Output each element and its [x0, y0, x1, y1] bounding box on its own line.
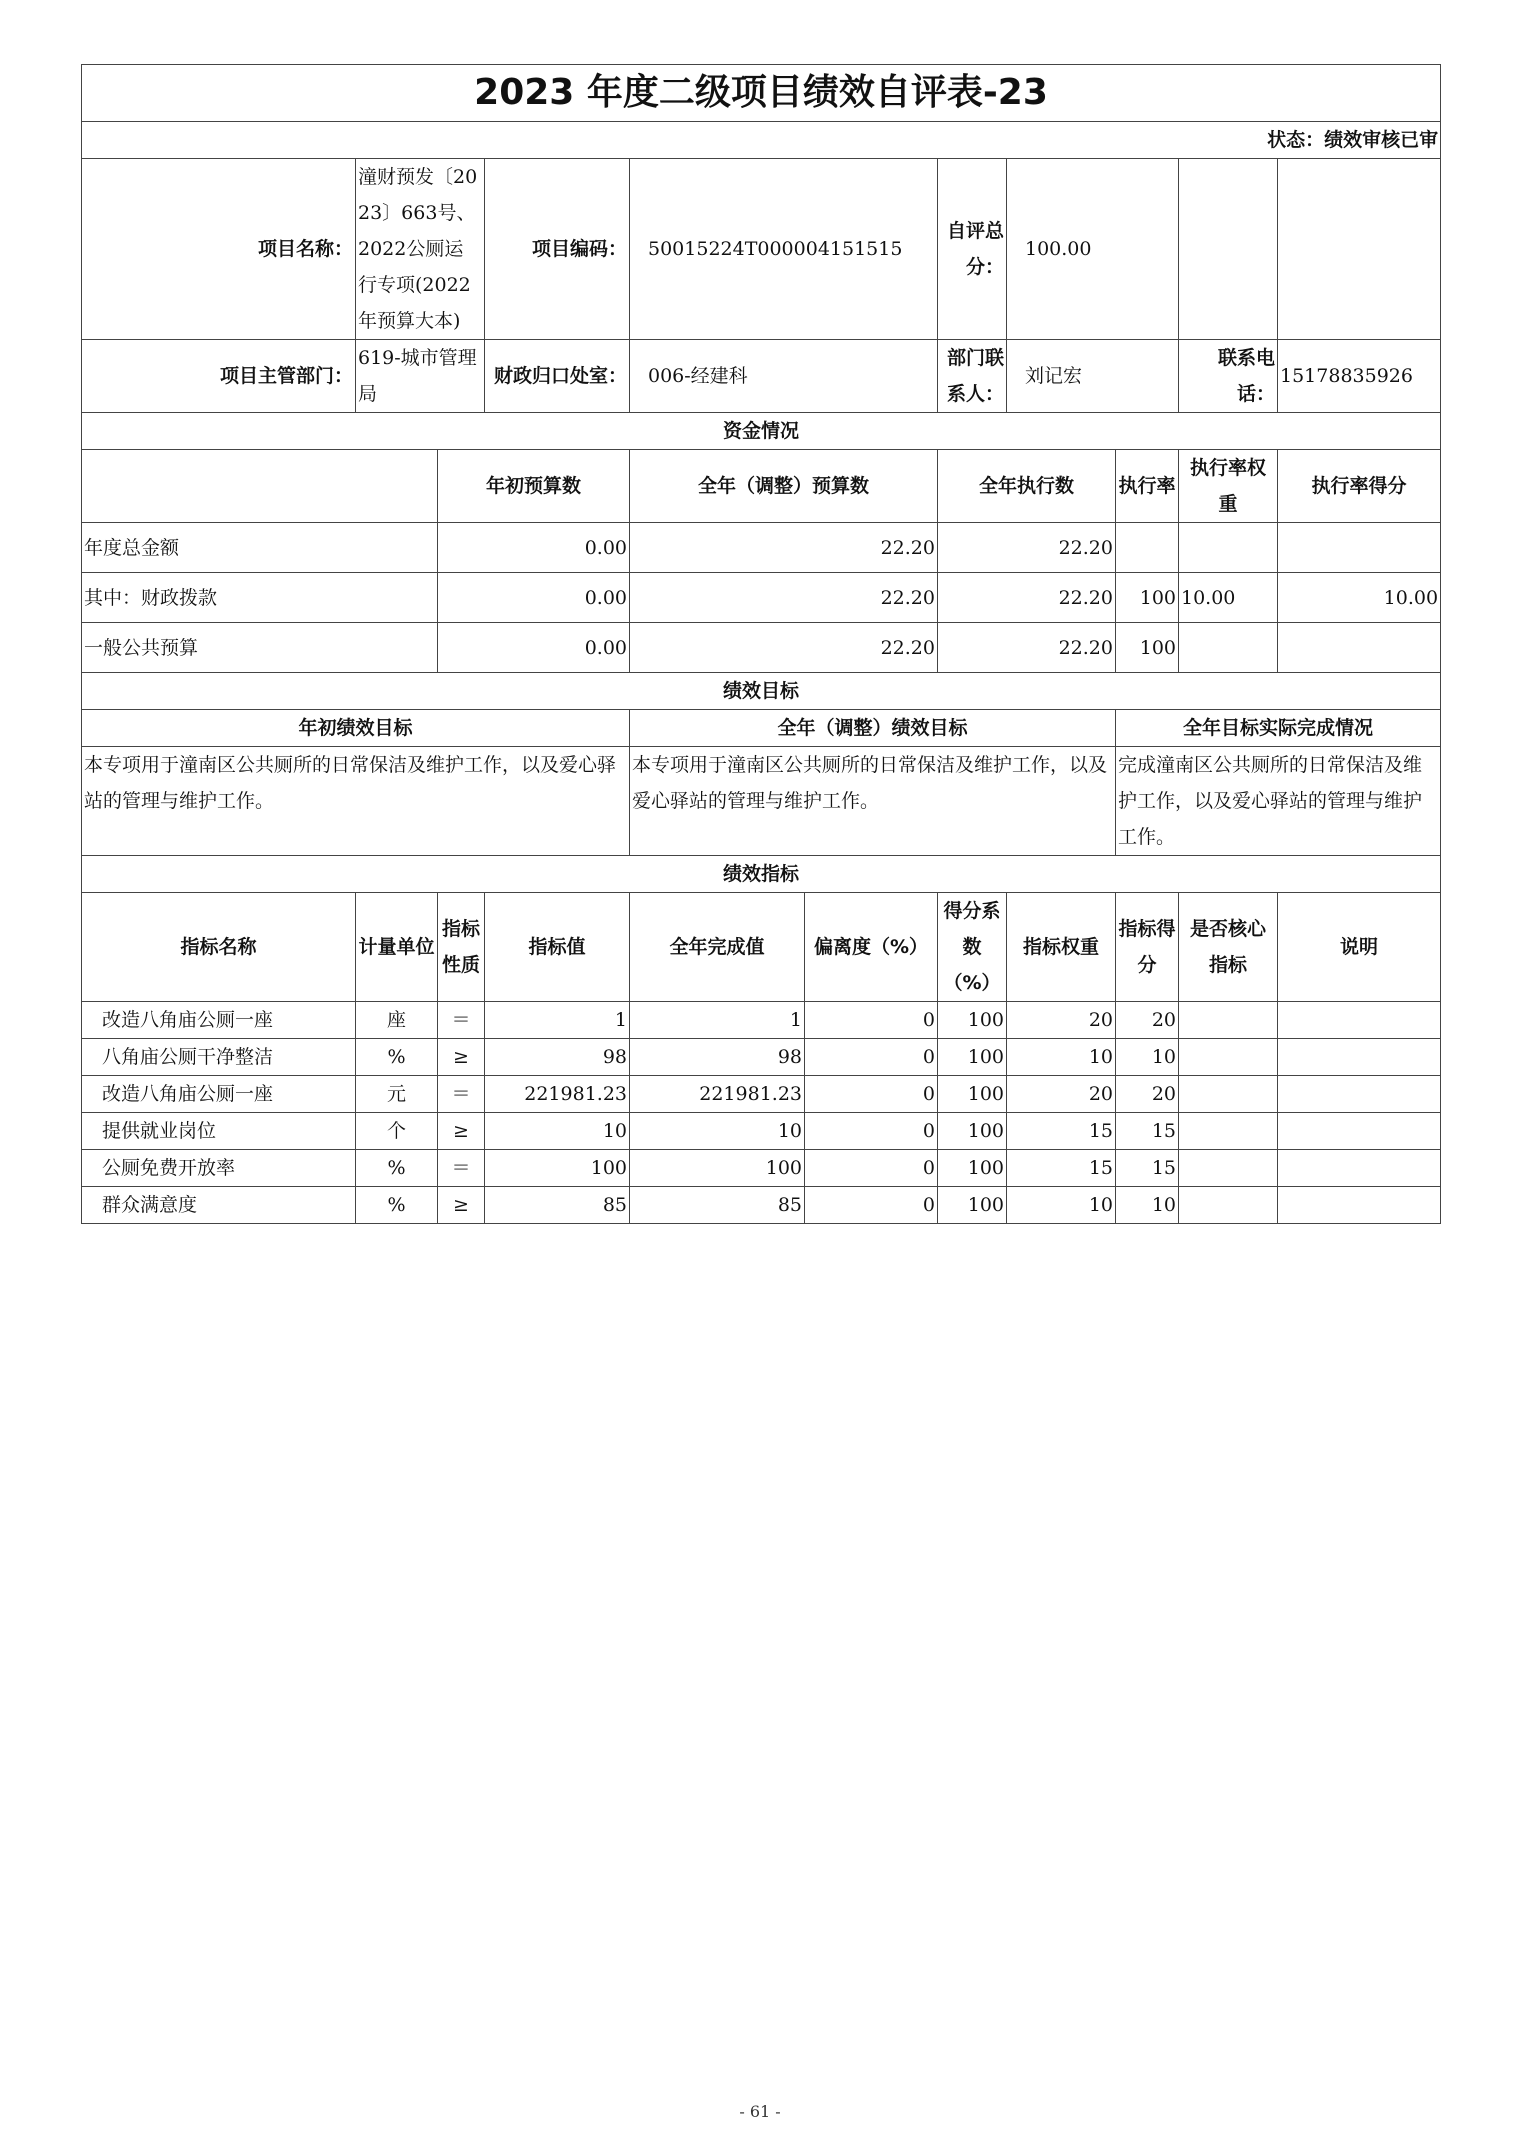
ind-target: 1: [485, 1002, 630, 1039]
ind-header-actual: 全年完成值: [630, 893, 805, 1002]
ind-header-score: 指标得分: [1116, 893, 1179, 1002]
indicators-section-title: 绩效指标: [82, 856, 1441, 893]
goals-header-initial: 年初绩效目标: [82, 710, 630, 747]
ind-unit: 个: [356, 1113, 438, 1150]
project-name-label: 项目名称：: [82, 159, 356, 340]
ind-deviation: 0: [805, 1150, 938, 1187]
ind-score: 15: [1116, 1113, 1179, 1150]
self-score: 100.00: [1007, 159, 1179, 340]
ind-header-weight: 指标权重: [1007, 893, 1116, 1002]
funds-initial: 0.00: [438, 523, 630, 573]
funds-initial: 0.00: [438, 573, 630, 623]
ind-unit: %: [356, 1150, 438, 1187]
funds-adjusted: 22.20: [630, 573, 938, 623]
funds-rate: 100: [1116, 623, 1179, 673]
contact-person: 刘记宏: [1007, 340, 1179, 413]
ind-actual: 85: [630, 1187, 805, 1224]
funds-adjusted: 22.20: [630, 623, 938, 673]
page-number: - 61 -: [739, 2102, 781, 2121]
ind-weight: 15: [1007, 1113, 1116, 1150]
ind-actual: 221981.23: [630, 1076, 805, 1113]
ind-note: [1278, 1002, 1441, 1039]
ind-actual: 98: [630, 1039, 805, 1076]
ind-coef: 100: [938, 1113, 1007, 1150]
ind-core: [1179, 1187, 1278, 1224]
ind-nature: ≥: [438, 1039, 485, 1076]
ind-name: 八角庙公厕干净整洁: [82, 1039, 356, 1076]
funds-header-score: 执行率得分: [1278, 450, 1441, 523]
ind-unit: 元: [356, 1076, 438, 1113]
ind-header-unit: 计量单位: [356, 893, 438, 1002]
goals-header-adjusted: 全年（调整）绩效目标: [630, 710, 1116, 747]
funds-score: [1278, 523, 1441, 573]
ind-header-deviation: 偏离度（%）: [805, 893, 938, 1002]
ind-deviation: 0: [805, 1187, 938, 1224]
ind-core: [1179, 1150, 1278, 1187]
indicator-row: [82, 1150, 1441, 1187]
ind-nature: ≥: [438, 1113, 485, 1150]
ind-nature: ≥: [438, 1187, 485, 1224]
funds-row: [82, 573, 1441, 623]
indicator-row: [82, 1076, 1441, 1113]
ind-target: 85: [485, 1187, 630, 1224]
ind-target: 100: [485, 1150, 630, 1187]
indicator-row: [82, 1002, 1441, 1039]
indicator-row: [82, 1039, 1441, 1076]
funds-score: 10.00: [1278, 573, 1441, 623]
ind-coef: 100: [938, 1002, 1007, 1039]
ind-deviation: 0: [805, 1002, 938, 1039]
ind-score: 10: [1116, 1039, 1179, 1076]
ind-actual: 10: [630, 1113, 805, 1150]
funds-initial: 0.00: [438, 623, 630, 673]
ind-coef: 100: [938, 1076, 1007, 1113]
funds-score: [1278, 623, 1441, 673]
ind-unit: %: [356, 1187, 438, 1224]
ind-name: 群众满意度: [82, 1187, 356, 1224]
ind-weight: 10: [1007, 1039, 1116, 1076]
ind-score: 20: [1116, 1002, 1179, 1039]
ind-name: 改造八角庙公厕一座: [82, 1002, 356, 1039]
ind-name: 改造八角庙公厕一座: [82, 1076, 356, 1113]
ind-weight: 20: [1007, 1002, 1116, 1039]
indicator-rows: [82, 1002, 1441, 1224]
indicator-row: [82, 1187, 1441, 1224]
empty-cell: [1179, 159, 1278, 340]
ind-note: [1278, 1187, 1441, 1224]
funds-row-label: 一般公共预算: [82, 623, 438, 673]
ind-header-name: 指标名称: [82, 893, 356, 1002]
finance-office: 006-经建科: [630, 340, 938, 413]
goals-section-title: 绩效目标: [82, 673, 1441, 710]
finance-office-label: 财政归口处室：: [485, 340, 630, 413]
funds-header-weight: 执行率权重: [1179, 450, 1278, 523]
funds-header-blank: [82, 450, 438, 523]
ind-header-target: 指标值: [485, 893, 630, 1002]
ind-core: [1179, 1002, 1278, 1039]
dept: 619-城市管理局: [356, 340, 485, 413]
ind-header-nature: 指标性质: [438, 893, 485, 1002]
funds-header-adjusted: 全年（调整）预算数: [630, 450, 938, 523]
ind-nature: ＝: [438, 1076, 485, 1113]
ind-deviation: 0: [805, 1076, 938, 1113]
ind-weight: 15: [1007, 1150, 1116, 1187]
ind-target: 98: [485, 1039, 630, 1076]
ind-coef: 100: [938, 1150, 1007, 1187]
funds-weight: [1179, 523, 1278, 573]
ind-header-core: 是否核心指标: [1179, 893, 1278, 1002]
ind-unit: 座: [356, 1002, 438, 1039]
ind-core: [1179, 1076, 1278, 1113]
goals-header-actual: 全年目标实际完成情况: [1116, 710, 1441, 747]
funds-row: [82, 523, 1441, 573]
funds-executed: 22.20: [938, 623, 1116, 673]
funds-row-label: 其中：财政拨款: [82, 573, 438, 623]
ind-weight: 20: [1007, 1076, 1116, 1113]
funds-header-rate: 执行率: [1116, 450, 1179, 523]
funds-executed: 22.20: [938, 573, 1116, 623]
funds-executed: 22.20: [938, 523, 1116, 573]
ind-core: [1179, 1039, 1278, 1076]
funds-rate: [1116, 523, 1179, 573]
ind-name: 公厕免费开放率: [82, 1150, 356, 1187]
form-title: 2023 年度二级项目绩效自评表-23: [82, 65, 1441, 122]
phone-label: 联系电话：: [1179, 340, 1278, 413]
ind-target: 221981.23: [485, 1076, 630, 1113]
ind-score: 20: [1116, 1076, 1179, 1113]
ind-deviation: 0: [805, 1039, 938, 1076]
contact-person-label: 部门联系人：: [938, 340, 1007, 413]
project-code: 50015224T000004151515: [630, 159, 938, 340]
funds-header-executed: 全年执行数: [938, 450, 1116, 523]
ind-note: [1278, 1113, 1441, 1150]
self-evaluation-form: [81, 64, 1441, 1224]
ind-core: [1179, 1113, 1278, 1150]
goals-adjusted-text: 本专项用于潼南区公共厕所的日常保洁及维护工作，以及爱心驿站的管理与维护工作。: [630, 747, 1116, 856]
ind-note: [1278, 1076, 1441, 1113]
phone: 15178835926: [1278, 340, 1441, 413]
funds-weight: [1179, 623, 1278, 673]
ind-nature: ＝: [438, 1002, 485, 1039]
funds-adjusted: 22.20: [630, 523, 938, 573]
funds-header-initial: 年初预算数: [438, 450, 630, 523]
ind-note: [1278, 1039, 1441, 1076]
indicator-row: [82, 1113, 1441, 1150]
funds-section-title: 资金情况: [82, 413, 1441, 450]
ind-header-coef: 得分系数（%）: [938, 893, 1007, 1002]
goals-actual-text: 完成潼南区公共厕所的日常保洁及维护工作，以及爱心驿站的管理与维护工作。: [1116, 747, 1441, 856]
project-code-label: 项目编码：: [485, 159, 630, 340]
status-line: 状态：绩效审核已审: [82, 122, 1441, 159]
ind-score: 10: [1116, 1187, 1179, 1224]
ind-coef: 100: [938, 1039, 1007, 1076]
funds-row: [82, 623, 1441, 673]
funds-row-label: 年度总金额: [82, 523, 438, 573]
dept-label: 项目主管部门：: [82, 340, 356, 413]
ind-header-note: 说明: [1278, 893, 1441, 1002]
ind-deviation: 0: [805, 1113, 938, 1150]
goals-initial-text: 本专项用于潼南区公共厕所的日常保洁及维护工作，以及爱心驿站的管理与维护工作。: [82, 747, 630, 856]
project-name: 潼财预发〔2023〕663号、2022公厕运行专项(2022年预算大本): [356, 159, 485, 340]
empty-cell: [1278, 159, 1441, 340]
ind-coef: 100: [938, 1187, 1007, 1224]
ind-unit: %: [356, 1039, 438, 1076]
ind-actual: 100: [630, 1150, 805, 1187]
ind-note: [1278, 1150, 1441, 1187]
ind-actual: 1: [630, 1002, 805, 1039]
funds-weight: 10.00: [1179, 573, 1278, 623]
ind-target: 10: [485, 1113, 630, 1150]
ind-name: 提供就业岗位: [82, 1113, 356, 1150]
self-score-label: 自评总分：: [938, 159, 1007, 340]
ind-weight: 10: [1007, 1187, 1116, 1224]
funds-rate: 100: [1116, 573, 1179, 623]
ind-nature: ＝: [438, 1150, 485, 1187]
ind-score: 15: [1116, 1150, 1179, 1187]
